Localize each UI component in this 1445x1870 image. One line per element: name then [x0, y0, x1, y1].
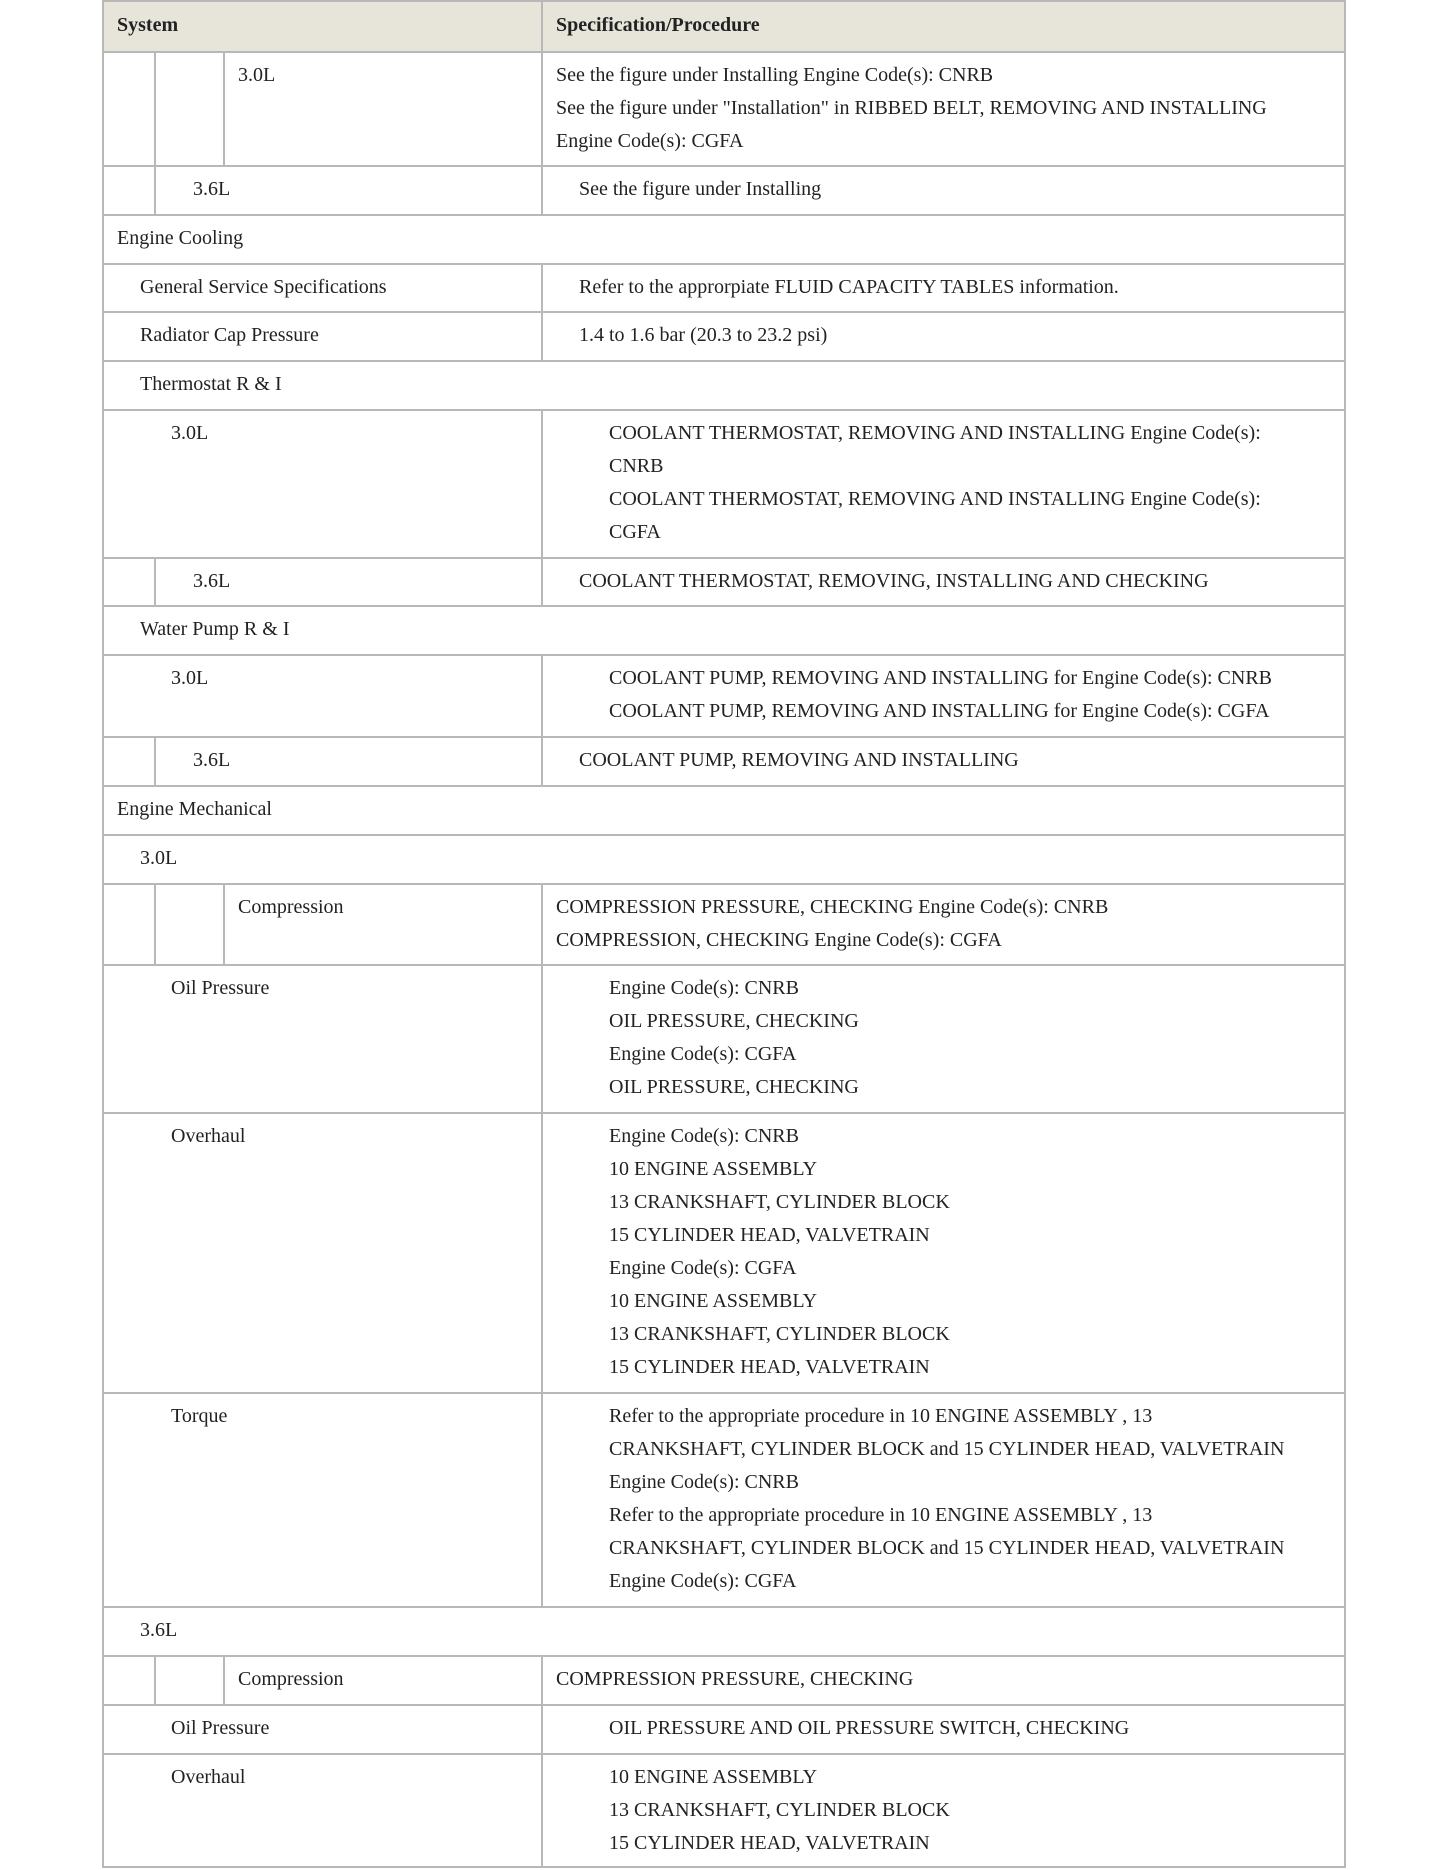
table-row — [104, 1114, 1344, 1394]
spec-line: Refer to the approrpiate FLUID CAPACITY TABLES information. — [579, 276, 1119, 298]
section-row — [104, 1608, 1344, 1657]
section-row — [104, 362, 1344, 411]
spec-line: COOLANT THERMOSTAT, REMOVING AND INSTALLING Engine Code(s): — [609, 422, 1261, 444]
spec-line: 15 CYLINDER HEAD, VALVETRAIN — [609, 1224, 930, 1246]
system-cell: 3.0L — [238, 64, 276, 86]
spec-line: COMPRESSION PRESSURE, CHECKING Engine Code(s): CNRB — [556, 896, 1109, 918]
spec-line: CGFA — [609, 521, 661, 543]
spec-line: 10 ENGINE ASSEMBLY — [609, 1158, 818, 1180]
system-cell: Torque — [171, 1405, 228, 1427]
spec-line: 15 CYLINDER HEAD, VALVETRAIN — [609, 1356, 930, 1378]
system-column-header: System — [117, 14, 179, 36]
spec-line: Engine Code(s): CNRB — [609, 1471, 799, 1493]
section-title: 3.6L — [140, 1619, 178, 1641]
table-header-row — [104, 2, 1344, 53]
system-cell: 3.6L — [193, 749, 231, 771]
system-cell: Overhaul — [171, 1766, 246, 1788]
table-row — [104, 885, 1344, 966]
spec-cell — [609, 417, 1261, 549]
spec-line: COMPRESSION PRESSURE, CHECKING — [556, 1668, 914, 1690]
spec-line: 15 CYLINDER HEAD, VALVETRAIN — [609, 1832, 930, 1854]
spec-line: COOLANT PUMP, REMOVING AND INSTALLING — [579, 749, 1019, 771]
table-row — [104, 1706, 1344, 1755]
system-cell: Oil Pressure — [171, 1717, 270, 1739]
spec-line: See the figure under Installing Engine Code(s): CNRB — [556, 64, 994, 86]
system-cell: Compression — [238, 1668, 344, 1690]
system-cell: 3.6L — [193, 570, 231, 592]
table-row — [104, 53, 1344, 167]
section-title: 3.0L — [140, 847, 178, 869]
table-row — [104, 1755, 1344, 1868]
spec-line: Engine Code(s): CGFA — [609, 1043, 797, 1065]
spec-cell — [579, 173, 821, 206]
spec-line: COOLANT THERMOSTAT, REMOVING AND INSTALLING Engine Code(s): — [609, 488, 1261, 510]
spec-line: OIL PRESSURE, CHECKING — [609, 1010, 859, 1032]
system-cell: 3.0L — [171, 667, 209, 689]
spec-line: Engine Code(s): CGFA — [556, 130, 744, 152]
table-row — [104, 1657, 1344, 1706]
system-cell: Radiator Cap Pressure — [140, 324, 319, 346]
section-row — [104, 787, 1344, 836]
spec-line: 10 ENGINE ASSEMBLY — [609, 1766, 818, 1788]
section-title: Engine Mechanical — [117, 798, 272, 820]
spec-line: 13 CRANKSHAFT, CYLINDER BLOCK — [609, 1799, 950, 1821]
system-cell: General Service Specifications — [140, 276, 387, 298]
system-cell: 3.0L — [171, 422, 209, 444]
spec-cell — [579, 319, 827, 352]
spec-line: Engine Code(s): CGFA — [609, 1570, 797, 1592]
section-row — [104, 836, 1344, 885]
spec-line: Engine Code(s): CNRB — [609, 977, 799, 999]
spec-cell — [556, 59, 1267, 158]
spec-cell — [609, 972, 859, 1104]
system-cell: Compression — [238, 896, 344, 918]
spec-line: See the figure under "Installation" in RIBBED BELT, REMOVING AND INSTALLING — [556, 97, 1267, 119]
spec-cell — [556, 1663, 913, 1696]
table-row — [104, 656, 1344, 738]
spec-line: COOLANT PUMP, REMOVING AND INSTALLING for Engine Code(s): CGFA — [609, 700, 1270, 722]
section-title: Engine Cooling — [117, 227, 244, 249]
spec-line: Refer to the appropriate procedure in 10 ENGINE ASSEMBLY , 13 — [609, 1405, 1153, 1427]
spec-line: CRANKSHAFT, CYLINDER BLOCK and 15 CYLINDER HEAD, VALVETRAIN — [609, 1438, 1285, 1460]
spec-cell — [609, 1712, 1129, 1745]
spec-cell — [609, 1400, 1284, 1598]
spec-cell — [609, 1761, 950, 1860]
spec-cell — [579, 565, 1209, 598]
system-cell: 3.6L — [193, 178, 231, 200]
spec-line: OIL PRESSURE, CHECKING — [609, 1076, 859, 1098]
spec-line: CRANKSHAFT, CYLINDER BLOCK and 15 CYLINDER HEAD, VALVETRAIN — [609, 1537, 1285, 1559]
spec-line: See the figure under Installing — [579, 178, 822, 200]
spec-column-header: Specification/Procedure — [556, 14, 760, 36]
spec-line: OIL PRESSURE AND OIL PRESSURE SWITCH, CHECKING — [609, 1717, 1130, 1739]
specifications-table — [102, 0, 1346, 1868]
spec-line: 1.4 to 1.6 bar (20.3 to 23.2 psi) — [579, 324, 828, 346]
system-cell: Oil Pressure — [171, 977, 270, 999]
section-title: Thermostat R & I — [140, 373, 282, 395]
system-cell: Overhaul — [171, 1125, 246, 1147]
spec-cell — [609, 662, 1272, 728]
table-row — [104, 1394, 1344, 1608]
table-row — [104, 313, 1344, 362]
spec-line: Engine Code(s): CNRB — [609, 1125, 799, 1147]
spec-cell — [579, 271, 1119, 304]
spec-cell — [609, 1120, 950, 1384]
spec-line: COMPRESSION, CHECKING Engine Code(s): CGFA — [556, 929, 1002, 951]
table-row — [104, 966, 1344, 1114]
spec-cell — [579, 744, 1019, 777]
table-row — [104, 265, 1344, 313]
table-row — [104, 411, 1344, 559]
spec-cell — [556, 891, 1108, 957]
spec-line: Engine Code(s): CGFA — [609, 1257, 797, 1279]
spec-line: 13 CRANKSHAFT, CYLINDER BLOCK — [609, 1191, 950, 1213]
spec-line: Refer to the appropriate procedure in 10 ENGINE ASSEMBLY , 13 — [609, 1504, 1153, 1526]
spec-line: 13 CRANKSHAFT, CYLINDER BLOCK — [609, 1323, 950, 1345]
table-row — [104, 738, 1344, 787]
section-title: Water Pump R & I — [140, 618, 290, 640]
table-row — [104, 167, 1344, 216]
section-row — [104, 607, 1344, 656]
section-row — [104, 216, 1344, 265]
spec-line: COOLANT PUMP, REMOVING AND INSTALLING for Engine Code(s): CNRB — [609, 667, 1273, 689]
spec-line: CNRB — [609, 455, 664, 477]
spec-line: COOLANT THERMOSTAT, REMOVING, INSTALLING AND CHECKING — [579, 570, 1209, 592]
spec-line: 10 ENGINE ASSEMBLY — [609, 1290, 818, 1312]
table-row — [104, 559, 1344, 607]
